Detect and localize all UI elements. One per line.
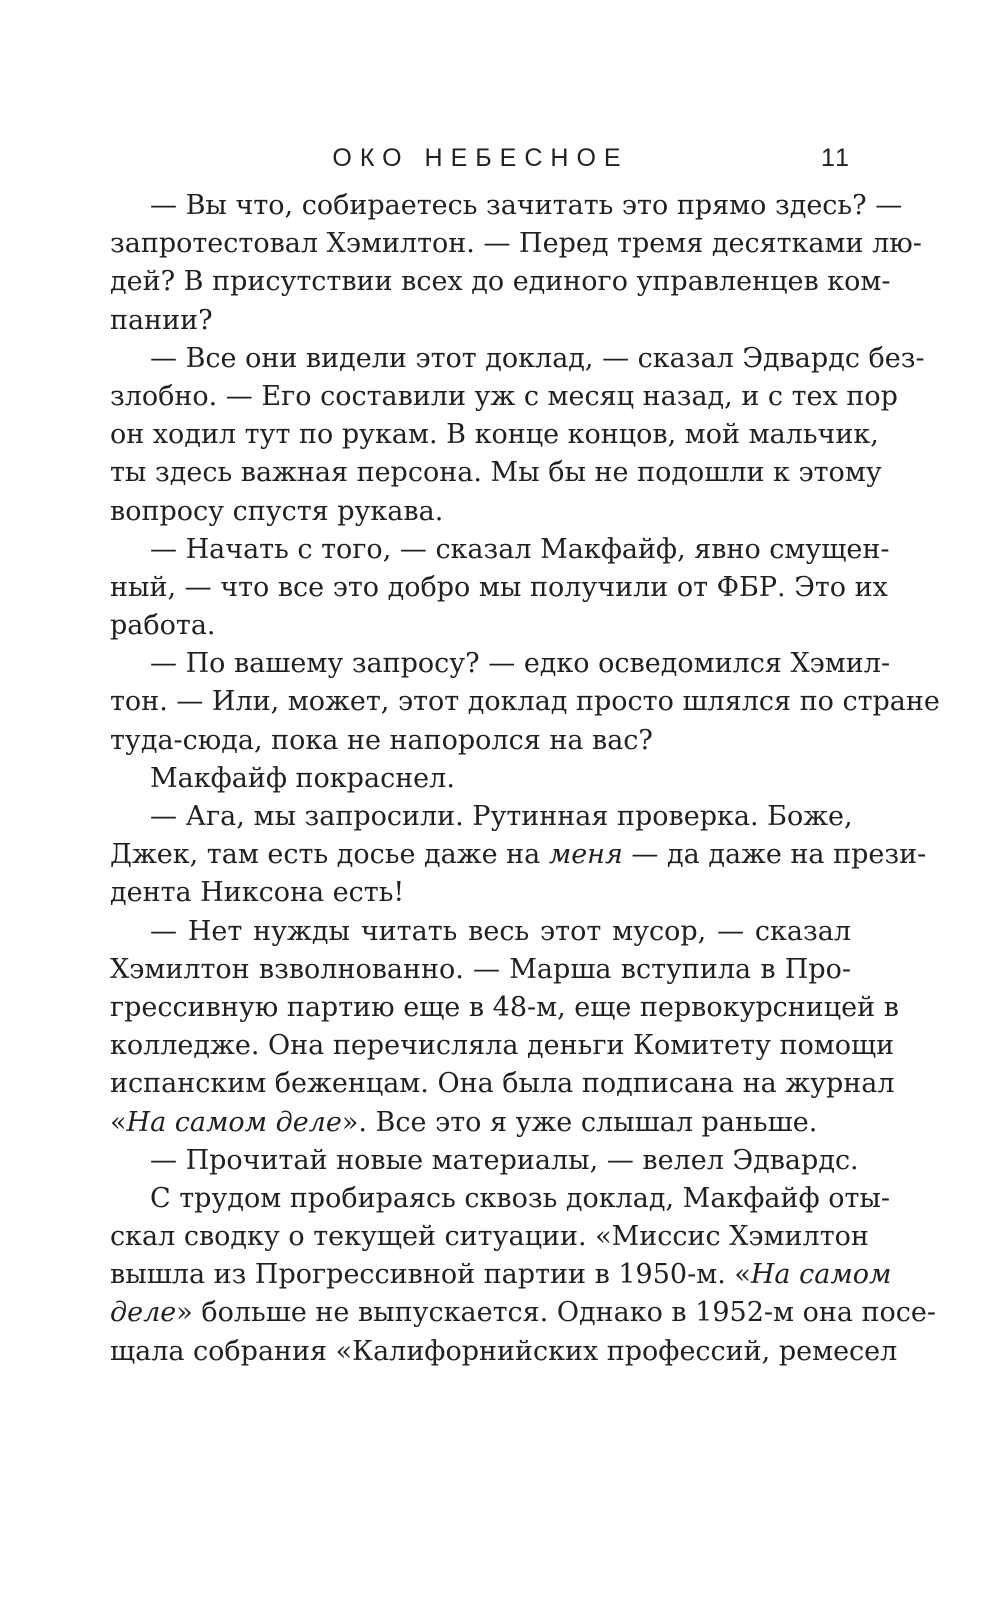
text-line: туда-сюда, пока не напоролся на вас? bbox=[110, 724, 653, 756]
text-line: скал сводку о текущей ситуации. «Миссис Хэмилтон bbox=[110, 1221, 869, 1253]
text-line: он ходил тут по рукам. В конце концов, мой мальчик, bbox=[110, 419, 879, 451]
text-run: » больше не выпускается. Однако в 1952-м она посе- bbox=[176, 1297, 937, 1329]
text-line: — Вы что, собираетесь зачитать это прямо здесь? — bbox=[150, 190, 903, 221]
text-line: испанским беженцам. Она была подписана на журнал bbox=[110, 1068, 895, 1100]
text-line: дента Никсона есть! bbox=[110, 877, 405, 909]
text-line: — Ага, мы запросили. Рутинная проверка. Боже, bbox=[150, 801, 853, 832]
text-run: — да даже на прези- bbox=[622, 839, 927, 871]
text-run: « bbox=[110, 1106, 127, 1138]
italic-emphasis: На самом деле bbox=[126, 1106, 342, 1138]
text-line: пании? bbox=[110, 304, 213, 336]
text-line: — Начать с того, — сказал Макфайф, явно смущен- bbox=[150, 533, 890, 565]
text-line: работа. bbox=[110, 610, 216, 642]
text-line: — Нет нужды читать весь этот мусор, — сказал bbox=[150, 915, 851, 947]
italic-emphasis: деле bbox=[110, 1297, 177, 1329]
text-line: щала собрания «Калифорнийских профессий, ремесел bbox=[110, 1335, 898, 1367]
italic-emphasis: На самом bbox=[750, 1259, 892, 1291]
text-run: Джек, там есть досье даже на bbox=[110, 839, 549, 871]
text-line bbox=[110, 836, 927, 874]
text-line: Макфайф покраснел. bbox=[150, 762, 455, 794]
text-run: вышла из Прогрессивной партии в 1950-м. « bbox=[110, 1259, 751, 1291]
italic-emphasis: меня bbox=[548, 839, 623, 871]
text-line: ты здесь важная персона. Мы бы не подошли к этому bbox=[110, 457, 882, 489]
text-line: запротестовал Хэмилтон. — Перед тремя десятками лю- bbox=[110, 228, 922, 260]
text-line: ный, — что все это добро мы получили от ФБР. Это их bbox=[110, 571, 888, 603]
running-title: ОКО НЕБЕСНОЕ bbox=[332, 144, 629, 172]
text-run: ». Все это я уже слышал раньше. bbox=[341, 1106, 818, 1138]
text-line: Хэмилтон взволнованно. — Марша вступила в Про- bbox=[110, 953, 851, 985]
page-number: 11 bbox=[821, 144, 851, 172]
text-line: вопросу спустя рукава. bbox=[110, 495, 444, 527]
text-line bbox=[110, 1294, 937, 1332]
text-line: — По вашему запросу? — едко осведомился Хэмил- bbox=[150, 648, 891, 680]
text-line: колледже. Она перечисляла деньги Комитету помощи bbox=[110, 1030, 895, 1062]
running-header bbox=[110, 138, 851, 178]
text-line: тон. — Или, может, этот доклад просто шлялся по стране bbox=[110, 686, 940, 718]
text-line: злобно. — Его составили уж с месяц назад, и с тех пор bbox=[110, 380, 898, 412]
text-line: С трудом пробираясь сквозь доклад, Макфайф оты- bbox=[150, 1182, 891, 1214]
text-line: грессивную партию еще в 48-м, еще первокурсницей в bbox=[110, 991, 899, 1023]
text-line bbox=[110, 1256, 892, 1294]
text-line bbox=[110, 1104, 851, 1142]
text-line: дей? В присутствии всех до единого управленцев ком- bbox=[110, 266, 891, 298]
text-line: — Прочитай новые материалы, — велел Эдвардс. bbox=[150, 1144, 859, 1176]
text-line: — Все они видели этот доклад, — сказал Эдвардс без- bbox=[150, 342, 925, 374]
body-text bbox=[110, 187, 940, 1371]
